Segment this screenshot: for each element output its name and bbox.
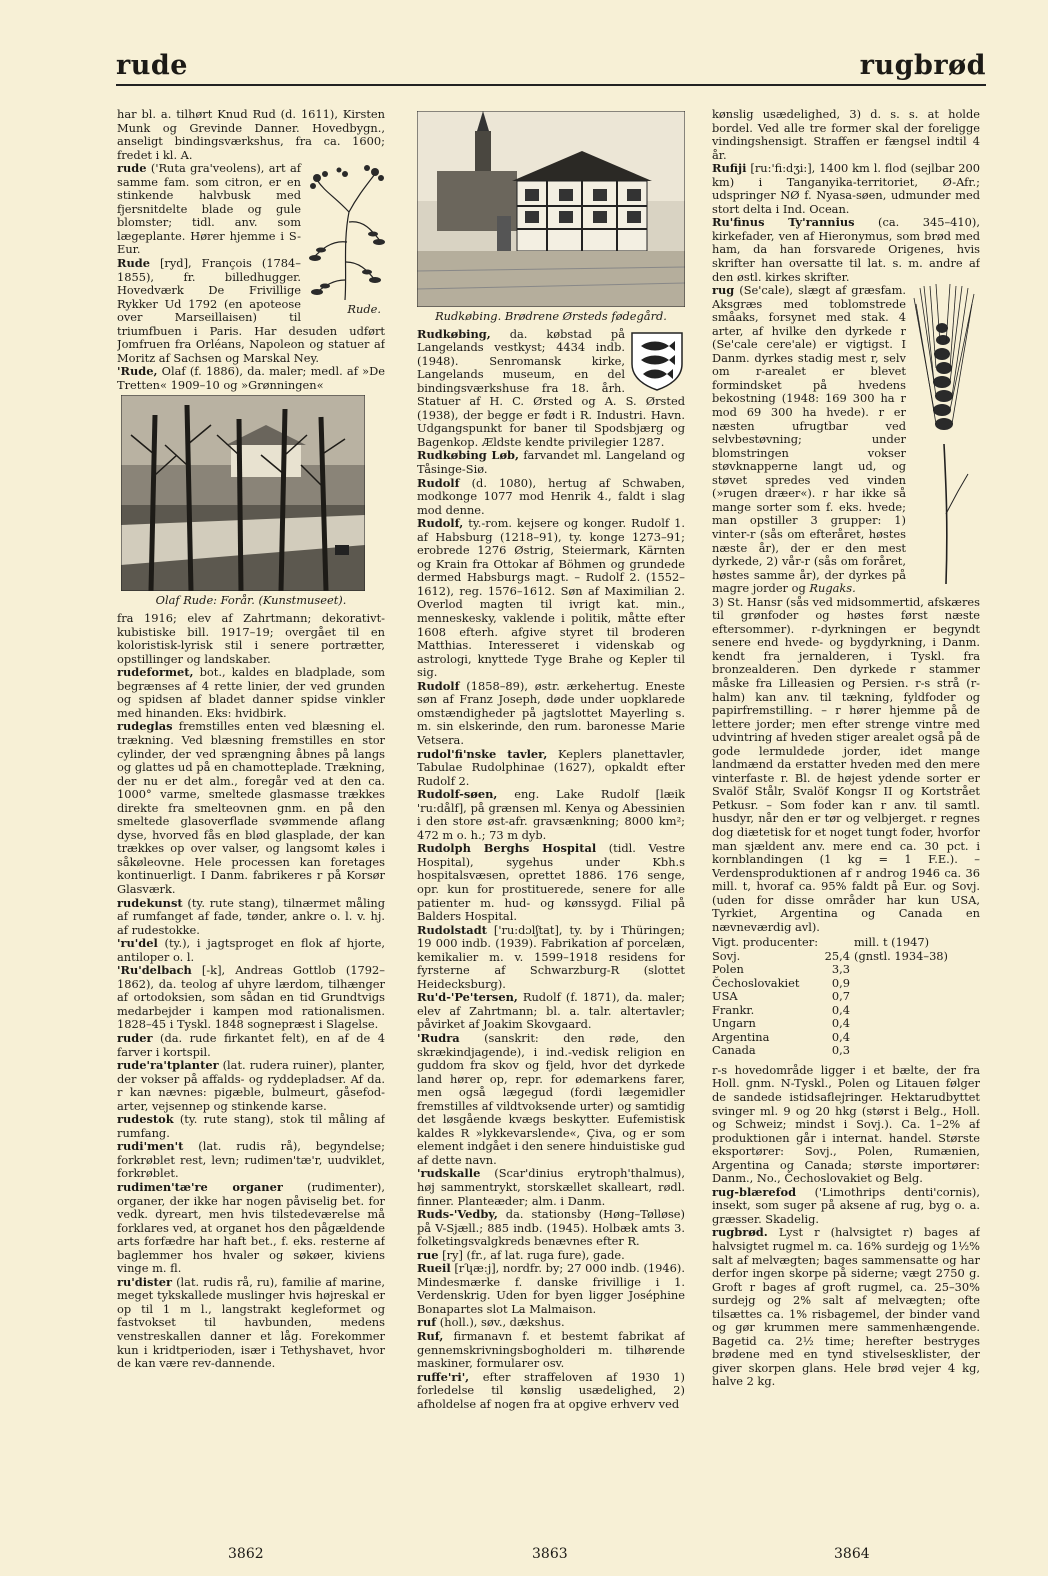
entry-rue [417,1249,685,1263]
table-row [712,963,980,977]
country: Frankr. [712,1002,755,1017]
entry-text: [rʮæ:j], nordfr. by; 27 000 indb. (1946). Mindesmærke f. danske frivillige i 1. Verdenskrig. Uden for byen ligger Joséphine Bonapartes slot La Malmaison. [417,1261,685,1316]
headword: Rufiji [712,161,747,176]
entry-text: (sanskrit: den røde, den skrækindjagende), i ind.-vedisk religion en guddom fra skov og fjeld, hvor det dyrkede land hører op, repr. for ødemarkens farer, men også lægegud (fordi lægemidler fremstilles af vildtvoksende urter) og samtidig det løsgående kvægs beskytter. Eufemistisk kaldes R »lykkevarslende«, Çiva, og er som element indgået i den senere hinduistiske gud af dette navn. [417,1030,685,1167]
note: (gnstl. 1934–38) [854,948,949,963]
entry-text: (lat. rudis rå), begyndelse; forkrøblet rest, levn; rudimen'tæ'r, uudviklet, forkrøblet. [117,1139,385,1181]
entry-text: [ryd], François (1784–1855), fr. billedhugger. Hovedværk De Frivillige Rykker Ud 1792 (en apoteose over Marseillaisen) til triumfbuen i Paris. Har desuden udført Jomfruen fra Orléans, Napoleon og statuer af Moritz af Sachsen og Marskal Ney. [117,256,385,365]
country: Čechoslovakiet [712,975,800,990]
entry-rudestok [117,1113,385,1140]
country: Sovj. [712,948,741,963]
photo-caption: Rudkøbing. Brødrene Ørsteds fødegård. [435,309,667,323]
note [854,1044,980,1058]
entry-rudkobing [417,328,685,450]
entry-text: Rudolf (f. 1871), da. maler; elev af Zahrtmann; bl. a. talr. altertavler; påvirket af Joakim Skovgaard. [417,990,685,1032]
entry-text: firmanavn f. et bestemt fabrikat af gennemskrivningsbogholderi m. tilhørende maskiner, formularer osv. [417,1329,685,1371]
value: 0,7 [831,989,850,1004]
headword: rugbrød. [712,1225,768,1240]
headword: rudestok [117,1112,174,1127]
rye-caption: Rugaks. [809,581,856,596]
rue-plant-illustration [305,162,385,314]
entry-continuation: fra 1916; elev af Zahrtmann; dekorativt-kubistiske bill. 1917–19; overgået til en koloristisk-lyrisk stil i senere portrætter, opstillinger og landskaber. [117,611,385,666]
entry-rudelbach [117,964,385,1032]
value: 0,4 [831,1016,850,1031]
table-row [712,1031,980,1045]
photo-rudkobing-orsted-birthplace [417,111,685,307]
entry-text: (tidl. Vestre Hospital), sygehus under Kbh.s hospitalsvæsen, oprettet 1886. 176 senge, opr. kun for prostituerede, senere for alle patienter m. hud- og kønssygd. Filial på Balders Hospital. [417,841,685,924]
headword: rudeglas [117,719,173,734]
entry-continuation: 3) St. Hansr (sås ved midsommertid, afskæres til grønfoder og høstes først næste eftersommer). r-dyrkningen er begyndt senere end hvede- og bygdyrkning, i Danm. kendt fra jernalderen, i Tyskl. fra bronzealderen. Den dyrkede r stammer måske fra Lilleasien og Persien. r-s strå (r-halm) kan anv. til tækning, fyldfoder og papirfremstilling. – r hører hjemme på de lettere jorder; men efter strenge vintre med udvintring af hveden stiger arealet også på de gode lermuldede jorder, idet mange landmænd da erstatter hveden med den mere vinterfaste r. Bl. de højest ydende sorter er Svalöf Stålr, Svalöf Kongsr II og Kortstrået Petkusr. – Som foder kan r anv. til samtl. husdyr, når den er tør og velbjerget. r regnes dog diætetisk for et noget tungt foder, hvorfor man sjældent anv. mere end ca. 30 pct. i kornblandingen (1 kg = 1 F.E.). – Verdensproduktionen af r androg 1946 ca. 36 mill. t, hvoraf ca. 95% faldt på Eur. og Sovj. (uden for disse områder har kun USA, Tyrkiet, Argentina og Canada en nævneværdig avl). [712,594,980,934]
headword: Rudolf, [417,516,464,531]
entry-rufinus [712,216,980,284]
table-header-row [712,936,980,950]
headword: Ru'finus Ty'rannius [712,215,855,230]
table-row [712,1044,980,1058]
headword: Rudolf [417,678,460,693]
table-header-left: Vigt. producenter: [712,935,819,950]
entry-text: da. købstad på Langelands vestkyst; 4434 indb. (1948). Senromansk kirke, Langelands museum, en del bindingsværkshuse fra 18. årh. Statuer af H. C. Ørsted og A. S. Ørsted (1938), der begge er født i R. Industri. Havn. Udgangspunkt for baner til Spodsbjærg og Bagenkop. Ældste kendte privilegier 1287. [417,326,685,449]
entry-rudolf-kejsere [417,517,685,680]
table-row [712,1004,980,1018]
entry-text: farvandet ml. Langeland og Tåsinge-Siø. [417,448,685,477]
headword: Rudolf [417,475,460,490]
headword: ruder [117,1030,153,1045]
entry-rudeglas [117,720,385,896]
entry-text: [ru:'fi:dʒi:], 1400 km l. flod (sejlbar 200 km) i Tanganyika-territoriet, Ø-Afr.; udspringer NØ f. Nyasa-søen, udmunder med stort delta i Ind. Ocean. [712,161,980,216]
entry-rugbrod [712,1226,980,1389]
value: 0,9 [831,975,850,990]
entry-rudolf-soen [417,788,685,842]
entry-rudolfinske-tavler [417,748,685,789]
page-number-right: 3864 [834,1546,870,1562]
headword: rudekunst [117,895,183,910]
entry-text: bot., kaldes en bladplade, som begrænses af 4 rette linier, der ved grunden og spidsen af bladet danner spidse vinkler med hinanden. Eks: hvidbirk. [117,665,385,720]
entry-text: ty.-rom. kejsere og konger. Rudolf 1. af Habsburg (1218–91), ty. konge 1273–91; erobrede 1276 Østrig, Steiermark, Kärnten og Krain fra Ottokar af Böhmen og grundede dermed Habsburgs magt. – Rudolf 2. (1552–1612), reg. 1576–1612. Søn af Maximilian 2. Overlod magten til ivrigt kat. min., menneskesky, vaklende i politik, måtte efter 1608 efterh. afgive styret til broderen Matthias. Interesseret i videnskab og astrologi, knyttede Tyge Brahe og Kepler til sig. [417,516,685,680]
headword: Ru'd-'Pe'tersen, [417,990,518,1005]
entry-rudolf-aerkehertug [417,680,685,748]
headword: ruffe'ri', [417,1369,470,1384]
entry-rudeformet [117,666,385,720]
value: 0,4 [831,1002,850,1017]
country: Canada [712,1043,756,1058]
entry-text: ('Ruta gra'veolens), art af samme fam. som citron, er en stinkende halvbusk med fjersnitdelte blade og gule blomster; tidl. anv. som lægeplante. Hører hjemme i S-Eur. [117,161,301,257]
entry-text: efter straffeloven af 1930 1) forledelse til kønslig usædelighed, 2) afholdelse af nogen fra at opgive erhverv ved [417,1369,685,1411]
column-2 [417,108,685,1513]
value: 0,4 [831,1029,850,1044]
headword: Rude [117,256,150,271]
entry-ruder [117,1032,385,1059]
painting-caption: Olaf Rude: Forår. (Kunstmuseet). [155,593,347,608]
entry-text: [-k], Andreas Gottlob (1792–1862), da. teolog af uhyre lærdom, tilhænger af ortodoksien, som sådan en tid Grundtvigs medarbejder i kampen mod rationalismen. 1828–45 i Tyskl. 1848 sognepræst i Slagelse. [117,963,385,1032]
running-head-right: rugbrød [859,50,986,81]
note [854,990,980,1004]
headword: Ruds-'Vedby, [417,1207,498,1222]
headword: rudeformet, [117,665,194,680]
headword: rude [117,161,147,176]
country: Argentina [712,1029,770,1044]
column-1 [117,108,385,1513]
entry-ruderatplanter [117,1059,385,1113]
headword: 'rudskalle [417,1166,481,1181]
headword: 'ru'del [117,936,158,951]
entry-rug [712,284,980,596]
note [854,1017,980,1031]
headword: Rudolph Berghs Hospital [417,841,597,856]
entry-rug-blaerefod [712,1186,980,1227]
entry-text: (ty. rute stang), stok til måling af rumfang. [117,1112,385,1140]
value: 0,3 [831,1043,850,1058]
entry-text: (ca. 345–410), kirkefader, ven af Hieronymus, som brød med ham, da han forsvarede Origenes, hvis skrifter han oversatte til lat. s. m. andre af den østl. kirkes skrifter. [712,215,980,284]
entry-text: Lyst r (halvsigtet r) bages af halvsigtet rugmel m. ca. 16% surdejg og 1½% salt af melvægten; bages sammensatte og har derfor ingen skorpe på siderne; vægt 2750 g. Groft r bages af groft rugmel, ca. 25–30% surdejg og 2% salt af melvægten; ofte tilsættes ca. 1% risbagemel, der binder vand og gør krummen mere sammenhængende. Bagetid ca. 2½ time; herefter bestryges brødene med en tynd stivelsesklister, der giver skorpen glans. Hele brød vejer 4 kg, halve 2 kg. [712,1225,980,1389]
entry-text: ['ru:dɔlʃtat], ty. by i Thüringen; 19 000 indb. (1939). Fabrikation af porcelæn, kemikalier m. v. 1599–1918 residens for fyrsterne af Schwarzburg-R (slottet Heidecksburg). [417,922,685,991]
entry-rudolph-berghs-hospital [417,842,685,923]
entry-rueil [417,1262,685,1316]
value: 3,3 [831,962,850,977]
entry-text: (holl.), søv., dækshus. [436,1315,565,1330]
painting-figure [117,395,385,608]
headword: Rudkøbing, [417,326,491,341]
entry-text: (rudimenter), organer, der ikke har nogen påviselig bet. for vedk. dyreart, men hvis tilstedeværelse må forklares ved, at organet hos den pågældende arts forfædre har haft bet., f. eks. resterne af baglemmer hos hvaler og søkøer, kiviens vinge m. fl. [117,1180,385,1276]
headword: 'Rudra [417,1030,460,1045]
note [854,963,980,977]
entry-text: eng. Lake Rudolf [læik 'ru:dålf], på grænsen ml. Kenya og Abessinien i den store øst-afr. gravsænkning; 8000 km²; 472 m o. h.; 73 m dyb. [417,787,685,842]
entry-text: (d. 1080), hertug af Schwaben, modkonge 1077 mod Henrik 4., faldt i slag mod denne. [417,475,685,517]
table-header-right: mill. t (1947) [854,935,930,950]
entry-rudiment [117,1140,385,1181]
entry-text: (Scar'dinius erytroph'thalmus), høj sammentrykt, storskællet skalleart, rødl. finner. Planteæder; alm. i Danm. [417,1166,685,1208]
entry-rudra [417,1032,685,1167]
entry-text: fremstilles enten ved blæsning el. trækning. Ved blæsning fremstilles en stor cylinder, der ved sprængning åbnes på langs og glattes ud på en chamotteplade. Trækning, der nu er det alm., foregår ved at den ca. 1000° varme, smeltede glasmasse trækkes direkte fra smelteovnen gnm. en på den smeltede glasoverflade svømmende aflang dyse, hvorved fås en blød glasplade, der kan trækkes op over valser, og langsomt køles i såkøleovne. Hele processen kan foretages kontinuerligt. I Danm. fabrikeres r på Korsør Glasværk. [117,719,385,896]
photo-figure [417,111,685,324]
headword: ru'dister [117,1274,172,1289]
headword: rude'ra'tplanter [117,1058,219,1073]
entry-text: (ty.), i jagtsproget en flok af hjorte, antiloper o. l. [117,936,385,964]
entry-text: Olaf (f. 1886), da. maler; medl. af »De Tretten« 1909–10 og »Grønningen« [117,364,385,392]
column-3 [712,108,980,1513]
note [854,1004,980,1018]
headword: Ruf, [417,1329,444,1344]
entry-continuation: r-s hovedområde ligger i et bælte, der fra Holl. gnm. N-Tyskl., Polen og Litauen følger de sandede istidsaflejringer. Hektarudbyttet svinger ml. 9 og 20 hkg (størst i Belg., Holl. og Schweiz; mindst i Sovj.). Ca. 1–2% af produktionen går i internat. handel. Største eksportører: Sovj., Polen, Rumænien, Argentina og Canada; største importører: Danm., No., Čechoslovakiet og Belg. [712,1062,980,1186]
entry-text: [ry] (fr., af lat. ruga fure), gade. [438,1247,625,1262]
table-row [712,990,980,1004]
entry-ruds-vedby [417,1208,685,1249]
entry-text: (lat. rudis rå, ru), familie af marine, meget tykskallede muslinger hvis højreskal er op til 1 m l., langstrakt kegleformet og fastvokset til havbunden, medens venstreskallen danner et låg. Forekommer kun i kridtperioden, især i Tethyshavet, hvor de kan være rev-dannende. [117,1274,385,1371]
table-row [712,950,980,964]
entry-text: Keplers planettavler, Tabulae Rudolphinae (1627), opkaldt efter Rudolf 2. [417,746,685,788]
entry-text: (da. rude firkantet felt), en af de 4 farver i kortspil. [117,1030,385,1059]
headword: 'Rude, [117,364,158,379]
table-row [712,1017,980,1031]
headword: rudimen'tæ're organer [117,1180,283,1194]
headword: rudol'fi'nske tavler, [417,746,548,761]
headword: rue [417,1247,439,1262]
entry-text: da. stationsby (Høng–Tølløse) på V-Sjæll.; 885 indb. (1945). Holbæk amts 3. folketingsvalgkreds benævnes efter R. [417,1207,685,1249]
country: Ungarn [712,1016,756,1031]
producers-table [712,936,980,1058]
headword: 'Ru'delbach [117,963,192,978]
value: 25,4 [824,948,850,963]
entry-text: (lat. rudera ruiner), planter, der vokser på affalds- og ryddepladser. Af da. r kan nævnes: pigæble, bulmeurt, gåsefod-arter, vejsennep og stinkende karse. [117,1058,385,1113]
entry-rudimentaere-organer [117,1181,385,1276]
coat-of-arms-icon [629,330,685,392]
entry-rudel [117,937,385,964]
country: Polen [712,962,744,977]
entry-text: (Se'cale), slægt af græsfam. Aksgræs med toblomstrede småaks, forsynet med stak. 4 arter, af hvilke den dyrkede r (Se'cale cere'ale) er vigtigst. I Danm. dyrkes stadig mest r, selv om r-arealet er blevet formindsket på hvedens bekostning (1948: 169 300 ha r mod 69 300 ha hvede). r er næsten ufrugtbar ved selvbestøvning; under blomstringen vokser støvknapperne langt ud, og støvet spredes ved vinden (»rugen dræer«). r har ikke så mange sorter som f. eks. hvede; man opstiller 3 grupper: 1) vinter-r (sås om efteråret, høstes næste år), der er den mest dyrkede, 2) vår-r (sås om foråret, høstes samme år), der dyrkes på magre jorder og [712,283,906,596]
entry-rudister [117,1276,385,1371]
headword: Rudolstadt [417,922,487,937]
entry-rudolstadt [417,924,685,992]
entry-text: (1858–89), østr. ærkehertug. Eneste søn af Franz Joseph, døde under uopklarede omstændigheder på jagtslottet Mayerling s. m. sin elskerinde, den rum. baronesse Marie Vetsera. [417,678,685,747]
entry-text: ('Limothrips denti'cornis), insekt, som suger på aksene af rug, byg o. a. græsser. Skadelig. [712,1184,980,1226]
headword: ruf [417,1315,437,1330]
page-number-left: 3862 [228,1546,264,1562]
entry-rudskalle [417,1167,685,1208]
headword: rug-blærefod [712,1184,797,1199]
rye-ear-drawing [910,284,980,584]
entry-continuation: kønslig usædelighed, 3) d. s. s. at holde bordel. Ved alle tre former skal der foreligge vindingshensigt. Straffen er fængsel indtil 4 år. [712,108,980,162]
rudkobing-coat-of-arms [629,330,685,392]
entry-ruf [417,1316,685,1330]
country: USA [712,989,738,1004]
entry-rudkobing-lob [417,449,685,476]
entry-rude-olaf [117,365,385,392]
page-number-middle: 3863 [532,1546,568,1562]
rye-ear-illustration [910,284,980,584]
headword: Rueil [417,1261,451,1276]
headword: rudi'men't [117,1139,184,1154]
plant-caption: Rude. [347,301,381,316]
note [854,977,980,991]
note [854,1031,980,1045]
entry-text: (ty. rute stang), tilnærmet måling af rumfanget af fade, tønder, ankre o. l. v. hj. af rudestokke. [117,895,385,937]
headword: Rudkøbing Løb, [417,448,519,463]
running-head-left: rude [116,50,188,81]
header-rule [116,84,986,86]
entry-rudekunst [117,897,385,938]
entry-continuation: har bl. a. tilhørt Knud Rud (d. 1611), Kirsten Munk og Grevinde Danner. Hovedbygn., anseligt bindingsværkshus, fra ca. 1600; fredet i kl. A. [117,108,385,162]
entry-rufiji [712,162,980,216]
entry-rufferi [417,1371,685,1412]
rue-plant-drawing [305,162,385,302]
entry-rudolf-schwaben [417,477,685,518]
entry-rud-petersen [417,991,685,1032]
painting-olaf-rude-foraar [121,395,365,591]
table-row [712,977,980,991]
headword: Rudolf-søen, [417,787,498,802]
entry-ruf-firma [417,1330,685,1371]
headword: rug [712,283,735,298]
